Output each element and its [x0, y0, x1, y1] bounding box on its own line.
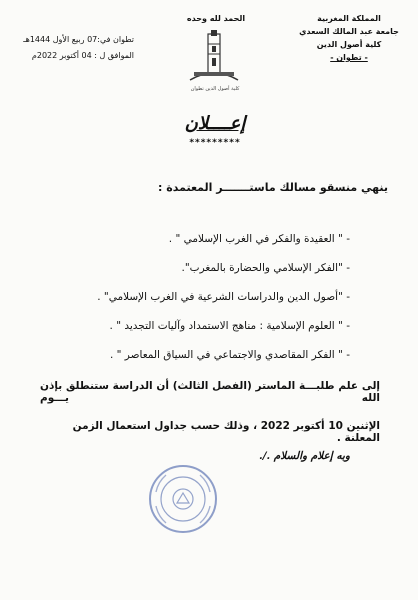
city-name: - تطوان - [330, 53, 368, 62]
faculty-name: كلية أصول الدين [316, 40, 382, 49]
institution-header [294, 12, 404, 64]
intro-line: ينهي منسقو مسالك ماستـــــــر المعتمدة : [158, 181, 388, 194]
logo-caption: كلية أصول الدين تطوان [190, 86, 240, 92]
date-block [14, 32, 134, 64]
gregorian-date: الموافق ل : 04 أكتوبر 2022م [31, 51, 134, 60]
announcement-title: إعــــلان [184, 113, 246, 134]
kingdom-name: المملكة المغربية [317, 14, 381, 23]
announcement-paragraph: إلى علم طلبـــة الماستر (الفصل الثالث) أن الدراسة ستنطلق بإذن الله يـــوم [40, 380, 380, 404]
announcement-date-paragraph: الإثنين 10 أكتوبر 2022 ، وذلك حسب جداول استعمال الزمن المعلنة . [72, 420, 380, 444]
faculty-logo [184, 28, 244, 88]
program-item: - " الفكر المقاصدي والاجتماعي في السياق المعاصر " . [109, 349, 350, 361]
program-item: - "أصول الدين والدراسات الشرعية في الغرب الإسلامي" . [97, 291, 350, 303]
title-ornament: ********* [189, 138, 241, 148]
program-item: - "الفكر الإسلامي والحضارة بالمغرب". [181, 262, 350, 274]
program-list [50, 232, 350, 377]
hijri-date: تطوان في:07 ربيع الأول 1444هـ [23, 35, 134, 44]
university-name: جامعة عبد المالك السعدي [299, 27, 399, 36]
official-stamp [146, 462, 220, 536]
program-item: - " العلوم الإسلامية : مناهج الاستمداد وآليات التجديد " . [109, 320, 350, 332]
closing-line: وبه إعلام والسلام ./. [258, 450, 350, 462]
program-item: - " العقيدة والفكر في الغرب الإسلامي " . [168, 233, 350, 245]
hamd-heading: الحمد لله وحده [186, 14, 246, 23]
